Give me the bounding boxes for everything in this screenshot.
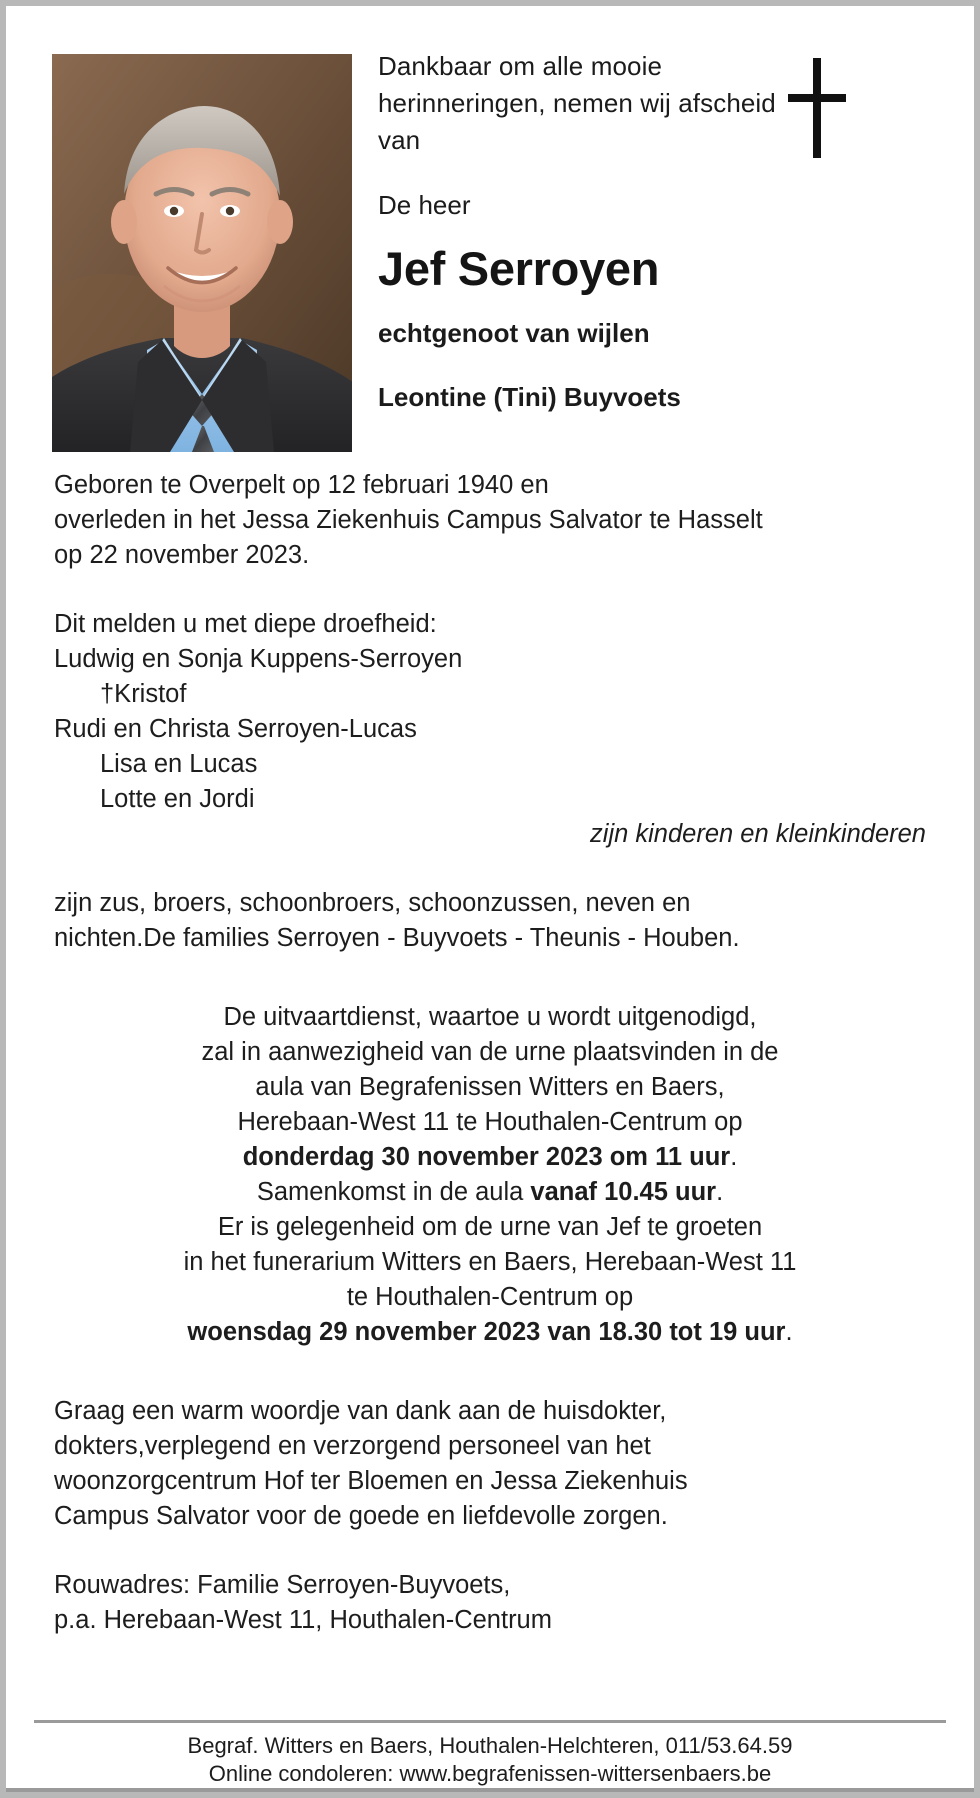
relatives-line-2: nichten.De families Serroyen - Buyvoets - Theunis - Houben. <box>54 924 740 952</box>
relatives-line-1: zijn zus, broers, schoonbroers, schoonzussen, neven en <box>54 889 691 917</box>
lifespan-line-1: Geboren te Overpelt op 12 februari 1940 en <box>54 471 549 499</box>
body-area <box>6 468 974 1638</box>
thanks-line-2: dokters,verplegend en verzorgend personeel van het <box>54 1432 651 1460</box>
salutation: De heer <box>378 190 471 220</box>
relatives-block <box>6 886 974 956</box>
thanks-line-4: Campus Salvator voor de goede en liefdevolle zorgen. <box>54 1502 668 1530</box>
service-datetime-line <box>54 1140 926 1175</box>
family-line: †Kristof <box>100 680 187 708</box>
family-line: Ludwig en Sonja Kuppens-Serroyen <box>54 645 463 673</box>
mourning-address-line-2: p.a. Herebaan-West 11, Houthalen-Centrum <box>54 1606 552 1634</box>
service-datetime: donderdag 30 november 2023 om 11 uur <box>242 1143 731 1171</box>
portrait-illustration <box>52 54 352 452</box>
thanks-line-1: Graag een warm woordje van dank aan de huisdokter, <box>54 1397 667 1425</box>
header-text-column <box>378 48 798 413</box>
mourning-address-block <box>6 1568 974 1638</box>
spacer <box>6 573 974 607</box>
visitation-line-3: te Houthalen-Centrum op <box>346 1283 634 1311</box>
thanks-line-3: woonzorgcentrum Hof ter Bloemen en Jessa Ziekenhuis <box>54 1467 688 1495</box>
announcement-block <box>6 607 974 817</box>
card-inner <box>6 6 974 1792</box>
visitation-line-2: in het funerarium Witters en Baers, Herebaan-West 11 <box>183 1248 797 1276</box>
children-note-block <box>6 817 974 852</box>
service-block <box>6 1000 974 1350</box>
service-line-4: Herebaan-West 11 te Houthalen-Centrum op <box>237 1108 743 1136</box>
footer-divider <box>34 1720 946 1723</box>
family-line: Rudi en Christa Serroyen-Lucas <box>54 715 417 743</box>
cross-vertical-bar <box>813 58 821 158</box>
visitation-datetime-line <box>54 1315 926 1350</box>
gathering-prefix: Samenkomst in de aula <box>256 1178 531 1206</box>
visitation-datetime: woensdag 29 november 2023 van 18.30 tot 19 uur <box>187 1318 786 1346</box>
spacer <box>6 956 974 1000</box>
portrait-photo <box>52 54 352 452</box>
mourning-address-line-1: Rouwadres: Familie Serroyen-Buyvoets, <box>54 1571 511 1599</box>
service-datetime-period: . <box>730 1143 738 1171</box>
spacer <box>6 852 974 886</box>
footer <box>6 1732 974 1788</box>
lead-text: Dankbaar om alle mooie herinneringen, nemen wij afscheid van <box>378 51 776 155</box>
lifespan-line-2: overleden in het Jessa Ziekenhuis Campus Salvator te Hasselt <box>54 506 763 534</box>
funeral-home-info: Begraf. Witters en Baers, Houthalen-Helchteren, 011/53.64.59 <box>187 1733 793 1758</box>
header-area <box>6 6 974 466</box>
deceased-name: Jef Serroyen <box>378 242 660 295</box>
spacer <box>6 1350 974 1394</box>
online-condolence-info: Online condoleren: www.begrafenissen-wittersenbaers.be <box>208 1761 772 1786</box>
footer-bottom-bar <box>6 1788 974 1792</box>
service-line-1: De uitvaartdienst, waartoe u wordt uitgenodigd, <box>223 1003 757 1031</box>
lifespan-line-3: op 22 november 2023. <box>54 541 310 569</box>
children-note: zijn kinderen en kleinkinderen <box>590 820 926 848</box>
service-line-2: zal in aanwezigheid van de urne plaatsvinden in de <box>201 1038 779 1066</box>
gathering-line <box>54 1175 926 1210</box>
visitation-line-1: Er is gelegenheid om de urne van Jef te groeten <box>217 1213 763 1241</box>
spouse-relation: echtgenoot van wijlen <box>378 318 650 348</box>
spacer <box>6 1534 974 1568</box>
announcement-intro: Dit melden u met diepe droefheid: <box>54 610 437 638</box>
service-line-3: aula van Begrafenissen Witters en Baers, <box>255 1073 725 1101</box>
thanks-block <box>6 1394 974 1534</box>
spouse-name: Leontine (Tini) Buyvoets <box>378 382 681 412</box>
family-line: Lisa en Lucas <box>100 750 258 778</box>
visitation-period: . <box>785 1318 793 1346</box>
gathering-period: . <box>716 1178 724 1206</box>
family-line: Lotte en Jordi <box>100 785 255 813</box>
gathering-time: vanaf 10.45 uur <box>530 1178 717 1206</box>
lifespan-block <box>6 468 974 573</box>
